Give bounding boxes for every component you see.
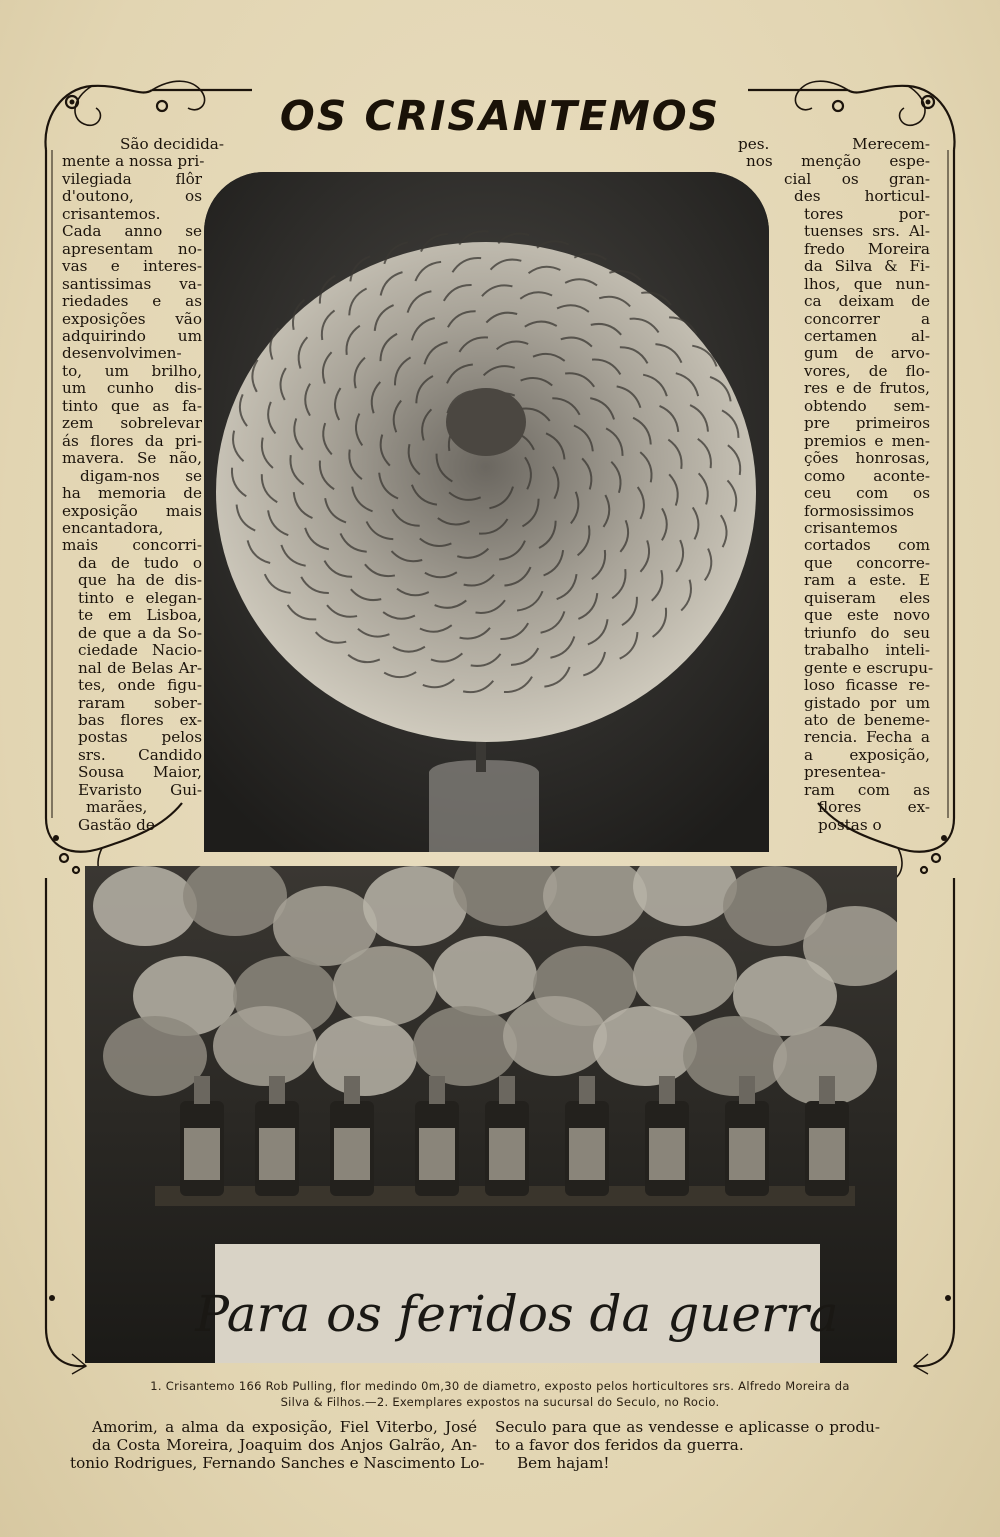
text-line: gum de arvo- [804, 344, 930, 363]
flower-head [683, 1016, 787, 1096]
text-line: santissimas va- [62, 274, 202, 293]
text-line: mavera. Se não, [62, 449, 202, 468]
text-line: tuenses srs. Al- [804, 222, 930, 241]
text-line: Seculo para que as vendesse e aplicasse o produ- [495, 1418, 880, 1436]
text-line: vores, de flo- [804, 361, 930, 380]
text-line: vilegiada flôr [62, 169, 202, 188]
text-line: Evaristo Gui- [78, 780, 202, 799]
flower-head [213, 1006, 317, 1086]
bottle-label [649, 1128, 685, 1180]
text-line: postas o [818, 815, 882, 834]
bottle-label [569, 1128, 605, 1180]
bottom-right-text [495, 1418, 880, 1472]
text-line: adquirindo um [62, 326, 202, 345]
text-line: certamen al- [804, 326, 930, 345]
text-line: zem sobrelevar [62, 414, 202, 433]
text-line: res e de frutos, [804, 379, 930, 398]
text-line: a exposição, [804, 745, 930, 764]
text-line: da Silva & Fi- [804, 257, 930, 276]
text-line: gistado por um [804, 693, 930, 712]
exhibition-illustration [85, 866, 897, 1363]
text-line: tinto que as fa- [62, 396, 202, 415]
text-line: ram a este. E [804, 571, 930, 590]
text-line: um cunho dis- [62, 379, 202, 398]
flower-head [593, 1006, 697, 1086]
bottle-neck [579, 1076, 595, 1104]
text-line: trabalho inteli- [804, 641, 930, 660]
bottle-label [259, 1128, 295, 1180]
bottle-neck [819, 1076, 835, 1104]
bottle-label [729, 1128, 765, 1180]
text-line: lhos, que nun- [804, 274, 930, 293]
text-line: pes. Merecem- [738, 135, 930, 153]
text-line: rencia. Fecha a [804, 728, 930, 747]
bottom-left-text [70, 1418, 485, 1472]
text-line: cortados com [804, 536, 930, 555]
bottle-neck [344, 1076, 360, 1104]
text-line: mente a nossa pri- [62, 152, 205, 171]
text-line: pre primeiros [804, 414, 930, 433]
text-line: Bem hajam! [517, 1454, 610, 1472]
text-line: ha memoria de [62, 484, 202, 503]
bottle-neck [659, 1076, 675, 1104]
bottle-neck [269, 1076, 285, 1104]
text-line: crisantemos. [62, 204, 161, 223]
bottle-label [419, 1128, 455, 1180]
text-line: tonio Rodrigues, Fernando Sanches e Nascimento Lo- [70, 1454, 485, 1472]
text-line: digam-nos se [80, 466, 202, 485]
text-line: flores ex- [818, 798, 930, 817]
text-line: Cada anno se [62, 222, 202, 241]
left-text-column [62, 135, 224, 834]
text-line: exposições vão [62, 309, 202, 328]
text-line: postas pelos [78, 728, 202, 747]
flower-head [103, 1016, 207, 1096]
text-line: ás flores da pri- [62, 431, 202, 450]
text-line: ato de beneme- [804, 710, 930, 729]
flower-head [363, 866, 467, 946]
text-line: tes, onde figu- [78, 676, 202, 695]
text-line: crisantemos [804, 518, 898, 537]
bottle-neck [429, 1076, 445, 1104]
text-line: nos menção espe- [746, 152, 930, 171]
bottle-label [334, 1128, 370, 1180]
bottle-neck [739, 1076, 755, 1104]
text-line: como aconte- [804, 466, 930, 485]
text-line: nal de Belas Ar- [78, 658, 202, 677]
page-title: OS CRISANTEMOS [279, 92, 721, 140]
text-line: Gastão de [78, 815, 155, 834]
text-line: vas e interes- [62, 257, 202, 276]
text-line: des horticul- [794, 187, 930, 206]
flower-head [333, 946, 437, 1026]
text-line: cial os gran- [784, 169, 930, 188]
bottle-label [489, 1128, 525, 1180]
flower-head [313, 1016, 417, 1096]
text-line: riedades e as [62, 292, 202, 311]
chrysanthemum-illustration [204, 172, 769, 852]
text-line: mais concorri- [62, 536, 202, 555]
text-line: ca deixam de [804, 292, 930, 311]
text-line: gente e escrupu- [804, 658, 934, 677]
bottle-neck [499, 1076, 515, 1104]
text-line: da de tudo o [78, 553, 202, 572]
text-line: presentea- [804, 763, 886, 782]
bottle-label [184, 1128, 220, 1180]
text-line: quiseram eles [804, 588, 930, 607]
flower-head [433, 936, 537, 1016]
text-line: Sousa Maior, [78, 763, 202, 782]
text-line: concorrer a [804, 309, 930, 328]
flower-head [93, 866, 197, 946]
text-line: te em Lisboa, [78, 606, 202, 625]
text-line: apresentam no- [62, 239, 202, 258]
caption-line: Silva & Filhos.—2. Exemplares expostos na sucursal do Seculo, no Rocio. [280, 1395, 720, 1409]
exhibition-sign-text: Para os feridos da guerra [195, 1285, 839, 1343]
chrysanthemum-photo [204, 172, 769, 852]
text-line: premios e men- [804, 431, 930, 450]
right-text-column [738, 135, 934, 834]
flower-head [503, 996, 607, 1076]
text-line: Amorim, a alma da exposição, Fiel Viterbo, José [92, 1418, 477, 1436]
text-line: encantadora, [62, 518, 164, 537]
text-line: de que a da So- [78, 623, 202, 642]
flower-head [633, 936, 737, 1016]
text-line: tinto e elegan- [78, 588, 202, 607]
text-line: loso ficasse re- [804, 676, 930, 695]
text-line: ções honrosas, [804, 449, 930, 468]
text-line: que concorre- [804, 553, 930, 572]
caption-line: 1. Crisantemo 166 Rob Pulling, flor medindo 0m,30 de diametro, exposto pelos horticultores srs. Alfredo Moreira da [150, 1379, 850, 1393]
text-line: obtendo sem- [804, 396, 930, 415]
text-line: srs. Candido [78, 745, 202, 764]
text-line: que este novo [804, 606, 930, 625]
text-line: que ha de dis- [78, 571, 202, 590]
text-line: d'outono, os [62, 187, 202, 206]
text-line: formosissimos [804, 501, 915, 520]
photo-caption [70, 1378, 930, 1410]
text-line: bas flores ex- [78, 710, 202, 729]
text-line: ram com as [804, 780, 930, 799]
bottle-neck [194, 1076, 210, 1104]
text-line: São decidida- [120, 135, 224, 153]
text-line: tores por- [804, 204, 930, 223]
text-line: triunfo do seu [804, 623, 930, 642]
flower-head [413, 1006, 517, 1086]
text-line: marães, [86, 798, 148, 817]
text-line: da Costa Moreira, Joaquim dos Anjos Galrão, An- [92, 1436, 477, 1454]
text-line: exposição mais [62, 501, 202, 520]
text-line: to a favor dos feridos da guerra. [495, 1436, 744, 1454]
bottle-label [809, 1128, 845, 1180]
text-line: ciedade Nacio- [78, 641, 202, 660]
text-line: ceu com os [804, 484, 930, 503]
exhibition-photo [85, 866, 897, 1363]
text-line: to, um brilho, [62, 361, 202, 380]
text-line: desenvolvimen- [62, 344, 182, 363]
text-line: raram sober- [78, 693, 202, 712]
text-line: fredo Moreira [804, 239, 930, 258]
